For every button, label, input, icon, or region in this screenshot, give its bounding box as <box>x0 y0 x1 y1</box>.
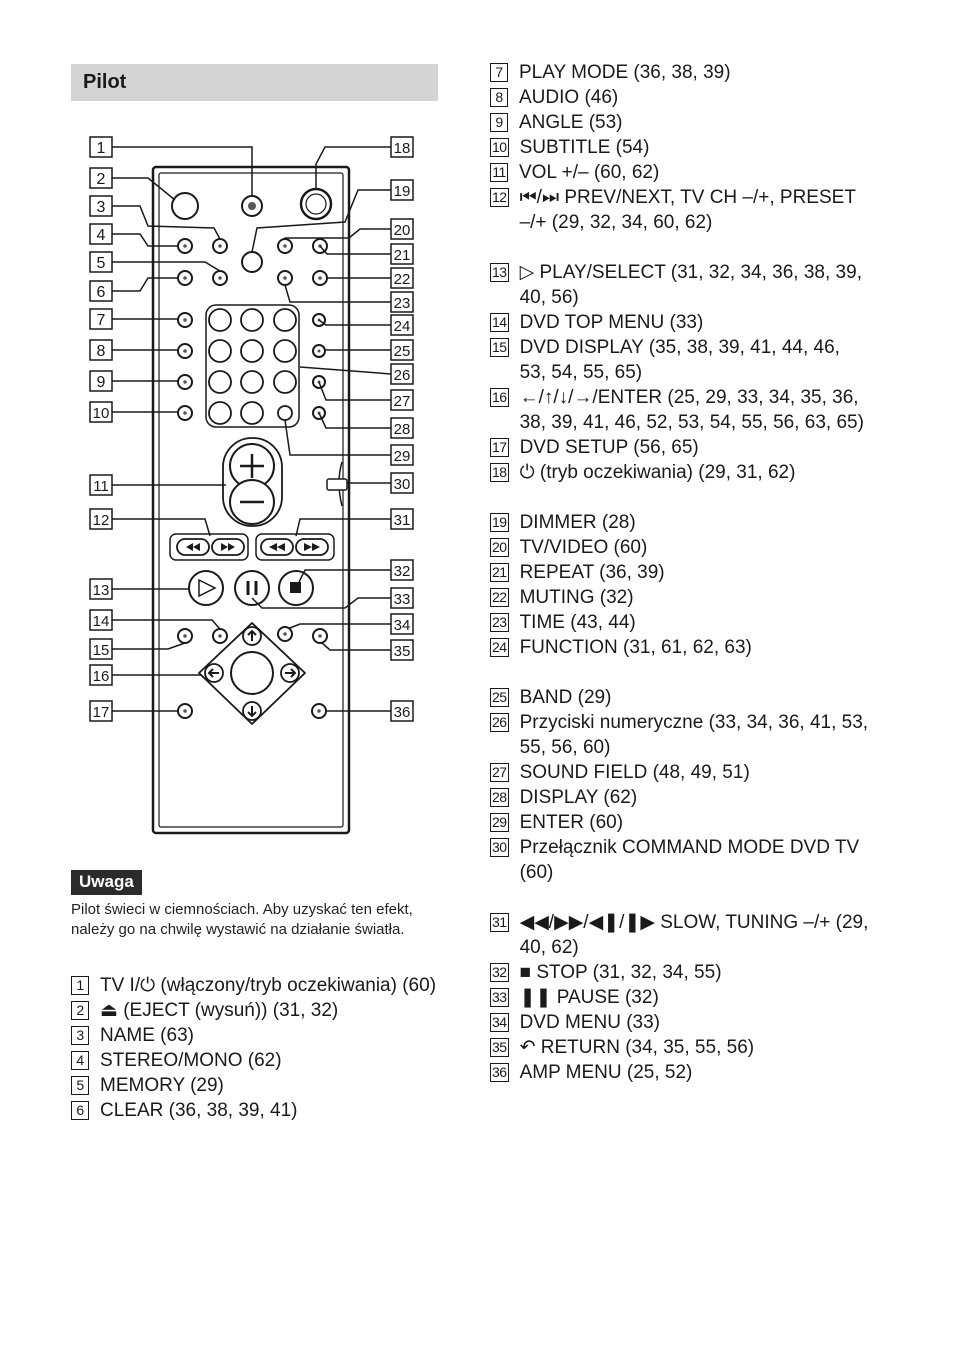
item-label: BAND (29) <box>519 687 612 708</box>
item-label: ⏮/⏭ PREV/NEXT, TV CH –/+, PRESET –/+ (29, 32, 34, 60, 62) <box>519 187 856 233</box>
list-item <box>490 610 870 635</box>
numeric-button <box>241 402 263 424</box>
list-item <box>490 1060 870 1085</box>
item-number: 10 <box>492 139 507 155</box>
item-label: TV/VIDEO (60) <box>519 537 648 558</box>
callout-number: 17 <box>92 704 110 721</box>
numeric-button <box>241 371 263 393</box>
list-item <box>490 785 870 810</box>
list-item <box>490 510 870 535</box>
list-item <box>490 310 870 335</box>
list-item <box>490 185 870 235</box>
stop-icon <box>290 582 301 593</box>
numeric-button <box>209 340 231 362</box>
list-item <box>71 1073 446 1098</box>
callout-number: 31 <box>393 512 411 529</box>
item-label: VOL +/– (60, 62) <box>519 162 660 183</box>
item-number: 5 <box>71 1076 89 1095</box>
button-dot <box>283 632 287 636</box>
button-list-right <box>490 60 870 1085</box>
item-number: 19 <box>492 514 507 530</box>
list-item <box>490 110 870 135</box>
item-number: 24 <box>492 639 507 655</box>
button-dot <box>218 276 222 280</box>
item-number: 13 <box>492 264 507 280</box>
list-item <box>490 560 870 585</box>
item-number: 26 <box>492 714 507 730</box>
callout-number: 22 <box>393 271 411 288</box>
callout-number: 10 <box>92 405 110 422</box>
list-item <box>490 985 870 1010</box>
callout-number: 9 <box>96 374 106 391</box>
item-label: ANGLE (53) <box>519 112 623 133</box>
callout-number: 21 <box>393 247 411 264</box>
list-item <box>490 810 870 835</box>
numeric-button <box>209 371 231 393</box>
item-label: DVD SETUP (56, 65) <box>519 437 699 458</box>
callout-number: 2 <box>96 171 106 188</box>
item-number: 28 <box>492 789 507 805</box>
callout-number: 36 <box>393 704 411 721</box>
callout-number: 3 <box>96 199 106 216</box>
list-item <box>71 998 446 1023</box>
item-number: 21 <box>492 564 507 580</box>
callout-number: 15 <box>92 642 110 659</box>
numeric-button <box>209 309 231 331</box>
callout-number: 26 <box>393 367 411 384</box>
item-number: 7 <box>490 63 508 82</box>
callout-number: 1 <box>96 140 106 157</box>
item-number: 14 <box>492 314 507 330</box>
button-dot <box>183 276 187 280</box>
callout-number: 35 <box>393 643 411 660</box>
item-label: SUBTITLE (54) <box>519 137 650 158</box>
command-mode-switch <box>327 479 347 490</box>
play-button <box>189 571 223 605</box>
item-number: 18 <box>492 464 507 480</box>
callout-number: 5 <box>96 255 106 272</box>
button-list-left <box>71 973 446 1123</box>
list-item <box>490 760 870 785</box>
list-item <box>490 460 870 485</box>
item-number: 16 <box>492 389 507 405</box>
standby-ring <box>306 194 326 214</box>
numeric-button <box>274 340 296 362</box>
callout-number: 20 <box>393 222 411 239</box>
list-item <box>490 1035 870 1060</box>
button-dot <box>183 411 187 415</box>
list-item <box>490 535 870 560</box>
item-label: CLEAR (36, 38, 39, 41) <box>100 1100 298 1121</box>
item-label: REPEAT (36, 39) <box>519 562 665 583</box>
list-item <box>71 1098 446 1123</box>
button-dot <box>183 709 187 713</box>
callout-number: 7 <box>96 312 106 329</box>
callout-number: 30 <box>393 476 411 493</box>
callout-number: 14 <box>92 613 110 630</box>
list-item <box>71 1048 446 1073</box>
callout-number: 32 <box>393 563 411 580</box>
item-label: ⏻ (tryb oczekiwania) (29, 31, 62) <box>519 462 796 483</box>
list-item <box>490 635 870 660</box>
list-item <box>71 973 446 998</box>
list-item <box>490 385 870 435</box>
item-label: ↶ RETURN (34, 35, 55, 56) <box>519 1037 755 1058</box>
list-item <box>490 135 870 160</box>
item-number: 31 <box>492 914 507 930</box>
item-label: NAME (63) <box>100 1025 194 1046</box>
button-dot <box>183 634 187 638</box>
button-dot <box>248 202 256 210</box>
button-dot <box>218 634 222 638</box>
list-item <box>490 960 870 985</box>
group-gap <box>490 885 870 910</box>
callout-number: 25 <box>393 343 411 360</box>
numeric-button <box>274 371 296 393</box>
item-number: 9 <box>490 113 508 132</box>
item-label: MUTING (32) <box>519 587 634 608</box>
numeric-button <box>241 340 263 362</box>
section-title: Pilot <box>71 64 438 101</box>
item-number: 29 <box>492 814 507 830</box>
item-number: 33 <box>492 989 507 1005</box>
item-number: 15 <box>492 339 507 355</box>
pause-button <box>235 571 269 605</box>
item-label: ⏏ (EJECT (wysuń)) (31, 32) <box>100 1000 339 1021</box>
item-label: ■ STOP (31, 32, 34, 55) <box>519 962 722 983</box>
list-item <box>71 1023 446 1048</box>
item-number: 23 <box>492 614 507 630</box>
list-item <box>490 1010 870 1035</box>
item-number: 36 <box>492 1064 507 1080</box>
item-number: 6 <box>71 1101 89 1120</box>
item-label: DVD DISPLAY (35, 38, 39, 41, 44, 46, 53, 54, 55, 65) <box>519 337 840 383</box>
item-number: 32 <box>492 964 507 980</box>
enter-button <box>278 406 292 420</box>
item-number: 17 <box>492 439 507 455</box>
item-label: AMP MENU (25, 52) <box>519 1062 693 1083</box>
item-label: DIMMER (28) <box>519 512 636 533</box>
numeric-button <box>241 309 263 331</box>
callout-number: 29 <box>393 448 411 465</box>
item-label: DVD TOP MENU (33) <box>519 312 704 333</box>
button-dot <box>183 380 187 384</box>
callout-number: 23 <box>393 295 411 312</box>
item-number: 27 <box>492 764 507 780</box>
item-label: DISPLAY (62) <box>519 787 638 808</box>
button-dot <box>183 349 187 353</box>
item-label: TIME (43, 44) <box>519 612 636 633</box>
callout-number: 27 <box>393 393 411 410</box>
item-number: 35 <box>492 1039 507 1055</box>
list-item <box>490 260 870 310</box>
item-label: SOUND FIELD (48, 49, 51) <box>519 762 750 783</box>
group-gap <box>490 660 870 685</box>
item-number: 30 <box>492 839 507 855</box>
item-label: Przyciski numeryczne (33, 34, 36, 41, 53, 55, 56, 60) <box>519 712 869 758</box>
item-label: ▷ PLAY/SELECT (31, 32, 34, 36, 38, 39, 40, 56) <box>519 262 862 308</box>
list-item <box>490 585 870 610</box>
item-number: 22 <box>492 589 507 605</box>
list-item <box>490 710 870 760</box>
callout-number: 19 <box>393 183 411 200</box>
callout-number: 4 <box>96 227 106 244</box>
item-number: 25 <box>492 689 507 705</box>
callout-number: 11 <box>93 478 109 495</box>
callout-number: 18 <box>393 140 411 157</box>
item-number: 11 <box>490 163 508 182</box>
dimmer-button <box>242 252 262 272</box>
list-item <box>490 435 870 460</box>
item-label: Przełącznik COMMAND MODE DVD TV (60) <box>519 837 860 883</box>
item-label: ←/↑/↓/→/ENTER (25, 29, 33, 34, 35, 36, 38, 39, 41, 46, 52, 53, 54, 55, 56, 63, 65) <box>519 387 864 433</box>
item-number: 20 <box>492 539 507 555</box>
item-number: 1 <box>71 976 89 995</box>
item-number: 4 <box>71 1051 89 1070</box>
item-number: 2 <box>71 1001 89 1020</box>
item-label: FUNCTION (31, 61, 62, 63) <box>519 637 752 658</box>
note-tag: Uwaga <box>71 870 142 895</box>
item-label: ◀◀/▶▶/◀❚/❚▶ SLOW, TUNING –/+ (29, 40, 62) <box>519 912 869 958</box>
list-item <box>490 160 870 185</box>
list-item <box>490 685 870 710</box>
group-gap <box>490 485 870 510</box>
button-dot <box>183 318 187 322</box>
callout-number: 16 <box>92 668 110 685</box>
button-dot <box>283 276 287 280</box>
item-label: TV I/⏻ (włączony/tryb oczekiwania) (60) <box>100 975 437 996</box>
enter-center-button <box>231 652 273 694</box>
tv-power-button <box>172 193 198 219</box>
callout-number: 24 <box>393 318 411 335</box>
item-label: ❚❚ PAUSE (32) <box>519 987 659 1008</box>
item-label: AUDIO (46) <box>519 87 619 108</box>
numeric-button <box>274 309 296 331</box>
item-number: 12 <box>492 189 507 205</box>
item-label: DVD MENU (33) <box>519 1012 660 1033</box>
button-dot <box>318 276 322 280</box>
callout-number: 28 <box>393 421 411 438</box>
callout-number: 34 <box>393 617 411 634</box>
callout-number: 6 <box>96 284 106 301</box>
button-dot <box>218 244 222 248</box>
button-dot <box>318 634 322 638</box>
item-label: ENTER (60) <box>519 812 624 833</box>
list-item <box>490 335 870 385</box>
item-number: 8 <box>490 88 508 107</box>
callout-number: 12 <box>92 512 110 529</box>
button-dot <box>183 244 187 248</box>
item-number: 3 <box>71 1026 89 1045</box>
callout-number: 13 <box>92 582 110 599</box>
list-item <box>490 835 870 885</box>
item-number: 34 <box>492 1014 507 1030</box>
callout-number: 33 <box>393 591 411 608</box>
item-label: MEMORY (29) <box>100 1075 224 1096</box>
button-dot <box>318 350 321 353</box>
list-item <box>490 60 870 85</box>
callout-number: 8 <box>96 343 106 360</box>
button-dot <box>283 244 287 248</box>
item-label: PLAY MODE (36, 38, 39) <box>519 62 731 83</box>
note-text: Pilot świeci w ciemnościach. Aby uzyskać ten efekt, należy go na chwilę wystawić na działanie światła. <box>71 901 413 938</box>
group-gap <box>490 235 870 260</box>
numeric-button <box>209 402 231 424</box>
button-dot <box>317 709 321 713</box>
list-item <box>490 910 870 960</box>
item-label: STEREO/MONO (62) <box>100 1050 282 1071</box>
list-item <box>490 85 870 110</box>
